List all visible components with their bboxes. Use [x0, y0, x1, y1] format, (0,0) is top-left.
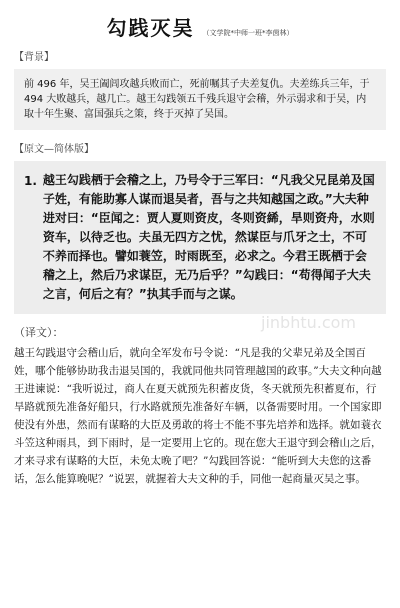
background-tag: 【背景】 [14, 52, 54, 63]
author-note: （文学院*中师一班*李茵林） [202, 29, 294, 37]
translation-label: （译文）： [14, 326, 64, 339]
translation-text: 越王勾践退守会稽山后，就向全军发布号令说：“凡是我的父辈兄弟及全国百姓，哪个能够协助我击退吴国的，我就同他共同管理越国的政事。”大夫文种向越王进谏说：“我听说过，商人在夏天就预先积蓄皮货，冬天就预先积蓄夏布，行旱路就预先准备好船只，行水路就预先准备好车辆，以备需要时用。一个国家即使没有外患，然而有谋略的大臣及勇敢的将士不能不事先培养和选择。就如蓑衣斗笠这种雨具，到下雨时，是一定要用上它的。现在您大王退守到会稽山之后，才来寻求有谋略的大臣，未免太晚了吧？”勾践回答说：“能听到大夫您的这番话，怎么能算晚呢？”说罢，就握着大夫文种的手，同他一起商量灭吴之事。 [14, 347, 382, 485]
original-text: 越王勾践栖于会稽之上，乃号令于三军曰：“凡我父兄昆弟及国子姓，有能助寡人谋而退吴者，吾与之共知越国之政。”大夫种进对曰：“臣闻之：贾人夏则资皮，冬则资絺，旱则资舟，水则资车，以待乏也。夫虽无四方之忧，然谋臣与爪牙之士，不可不养而择也。譬如蓑笠，时雨既至，必求之。今君王既栖于会稽之上，然后乃求谋臣，无乃后乎？”勾践曰：“苟得闻子大夫之言，何后之有？”执其手而与之谋。 [42, 173, 375, 301]
original-number: 1. [24, 174, 37, 188]
original-box [14, 161, 386, 332]
page-title: 勾践灭吴 [106, 16, 195, 40]
background-text: 前 496 年，吴王阖闾攻越兵败而亡，死前嘱其子夫差复仇。夫差练兵三年，于 494 大败越兵，越几亡。越王勾践领五千残兵退守会稽，外示弱求和于吴，内取十年生聚、富国强兵之策，终于灭掉了吴国。 [24, 79, 370, 120]
original-tag: 【原文—简体版】 [14, 144, 94, 155]
watermark: jinbhtu.com [261, 313, 356, 332]
title-row [14, 12, 386, 38]
original-item [24, 171, 376, 304]
background-box [14, 69, 386, 130]
